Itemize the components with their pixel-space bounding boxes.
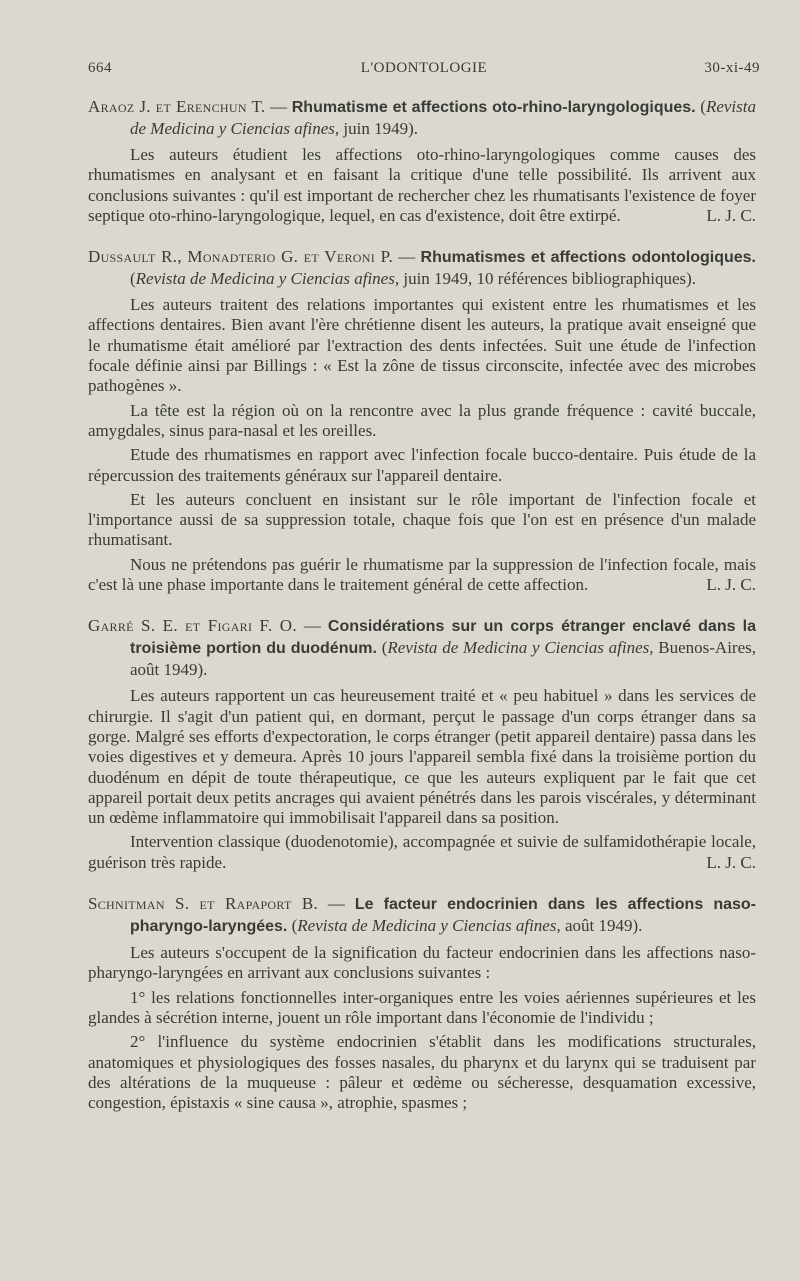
entry-title: Rhumatismes et affections odontologiques. [420,249,757,267]
entry-paragraph: Les auteurs s'occupent de la signification du facteur endocrinien dans les affections naso-pharyngo-laryngées en arrivant aux conclusions suivantes : [88,943,756,983]
entry-source: Revista de Medicina y Ciencias afines, [387,638,654,658]
entry-signature: L. J. C. [706,575,756,595]
entry-source-detail: juin 1949). [339,119,418,138]
dash: — [265,97,292,116]
entry-paragraph [88,832,756,873]
dash: — [393,247,421,267]
abstract-entry [88,893,756,1113]
entry-authors: Dussault R., Monadterio G. et Veroni P. [88,247,393,267]
paragraph-text: Intervention classique (duodenotomie), accompagnée et suivie de sulfamidothérapie locale, guérison très rapide. [88,832,756,872]
entry-title: Rhumatisme et affections oto-rhino-laryngologiques. [291,99,696,116]
entry-paragraph [88,555,756,596]
abstract-entry [88,246,756,595]
entry-paragraph: Etude des rhumatismes en rapport avec l'infection focale bucco-dentaire. Puis étude de la répercussion des traitements généraux sur l'appareil dentaire. [88,445,756,485]
page-number: 664 [88,60,112,76]
entry-paragraph: Et les auteurs concluent en insistant sur le rôle important de l'infection focale et l'importance aussi de sa suppression totale, chaque fois que l'on est en présence d'un malade rhumatisant. [88,489,756,550]
abstract-entry [88,96,756,226]
paren: ( [376,638,388,658]
entry-title: Considérations sur un corps étranger enclavé dans la troisième portion du duodénum. [130,618,757,658]
entry-source-detail: Buenos-Aires, août 1949). [130,638,757,680]
entry-paragraph: Les auteurs rapportent un cas heureusement traité et « peu habituel » dans les services de chirurgie. Il s'agit d'un patient qui, en dormant, perçut le passage d'un corps étranger dans sa gorge. Malgré ses efforts d'expectoration, le corps étranger (petit appareil dentaire) passa dans les voies digestives et y demeura. Après 10 jours l'appareil sembla fixé dans la troisième portion du duodénum en dépit de toute thérapeutique, ce que les auteurs expliquent par le fait que cet appareil portait deux petits ancrages qui avaient pénétrés dans les parois viscérales, y déterminant un œdème inflammatoire qui immobilisait l'appareil dans sa position. [88,686,756,828]
entry-authors: Garré S. E. et Figari F. O. [88,616,297,636]
entry-source-detail: août 1949). [560,916,643,936]
entry-paragraph: 2° l'influence du système endocrinien s'établit dans les modifications structurales, anatomiques et physiologiques des fosses nasales, du pharynx et du larynx qui se traduisent par des altérations de la muqueuse : pâleur et œdème ou sécheresse, desquamation excessive, congestion, épistaxis « sine causa », atrophie, spasmes ; [88,1032,756,1113]
dash: — [318,894,355,914]
entry-title: Le facteur endocrinien dans les affections naso-pharyngo-laryngées. [130,896,757,936]
paren: ( [287,916,298,936]
entry-source: Revista de Medicina y Ciencias afines, [297,916,561,936]
entry-source: Revista de Medicina y Ciencias afines, [130,97,756,138]
entry-heading [88,96,756,139]
entry-heading [88,615,756,680]
issue-date: 30-xi-49 [704,60,760,76]
journal-title: L'ODONTOLOGIE [360,60,488,76]
dash: — [296,616,328,636]
paren: ( [130,269,136,289]
paragraph-text: Nous ne prétendons pas guérir le rhumatisme par la suppression de l'infection focale, mais c'est là une phase importante dans le traitement général de cette affection. [88,554,756,595]
entry-signature: L. J. C. [706,852,756,872]
entry-signature: L. J. C. [706,205,756,225]
paren: ( [695,97,706,116]
paragraph-text: Les auteurs étudient les affections oto-rhino-laryngologiques comme causes des rhumatismes en analysant et en faisant la critique d'une telle possibilité. Ils arrivent aux conclusions suivantes : qu'il est important de rechercher chez les rhumatisants l'existence de foyer septique oto-rhino-laryngologique, lequel, en cas d'existence, doit être extirpé. [88,145,756,225]
entry-paragraph [88,145,756,226]
entry-heading [88,893,756,937]
entry-heading [88,246,756,289]
article-body [88,96,756,1133]
abstract-entry [88,615,756,873]
entry-authors: Araoz J. et Erenchun T. [88,97,266,116]
entry-paragraph: Les auteurs traitent des relations importantes qui existent entre les rhumatismes et les affections dentaires. Bien avant l'ère chrétienne disent les auteurs, la pratique avait enseigné que le rhumatisme était amélioré par l'extraction des dents infectées. Suit une étude de l'infection focale définie ainsi par Billings : « Est la zône de tissus circonscite, infectée avec des microbes pathogènes ». [88,295,756,396]
entry-paragraph: La tête est la région où on la rencontre avec la plus grande fréquence : cavité buccale, amygdales, sinus para-nasal et les oreilles. [88,400,756,440]
entry-paragraph: 1° les relations fonctionnelles inter-organiques entre les voies aériennes supérieures et les glandes à sécrétion interne, jouent un rôle important dans l'économie de l'individu ; [88,987,756,1027]
entry-source: Revista de Medicina y Ciencias afines, [135,269,400,289]
entry-source-detail: juin 1949, 10 références bibliographiques). [399,269,697,289]
entry-authors: Schnitman S. et Rapaport B. [88,894,319,914]
